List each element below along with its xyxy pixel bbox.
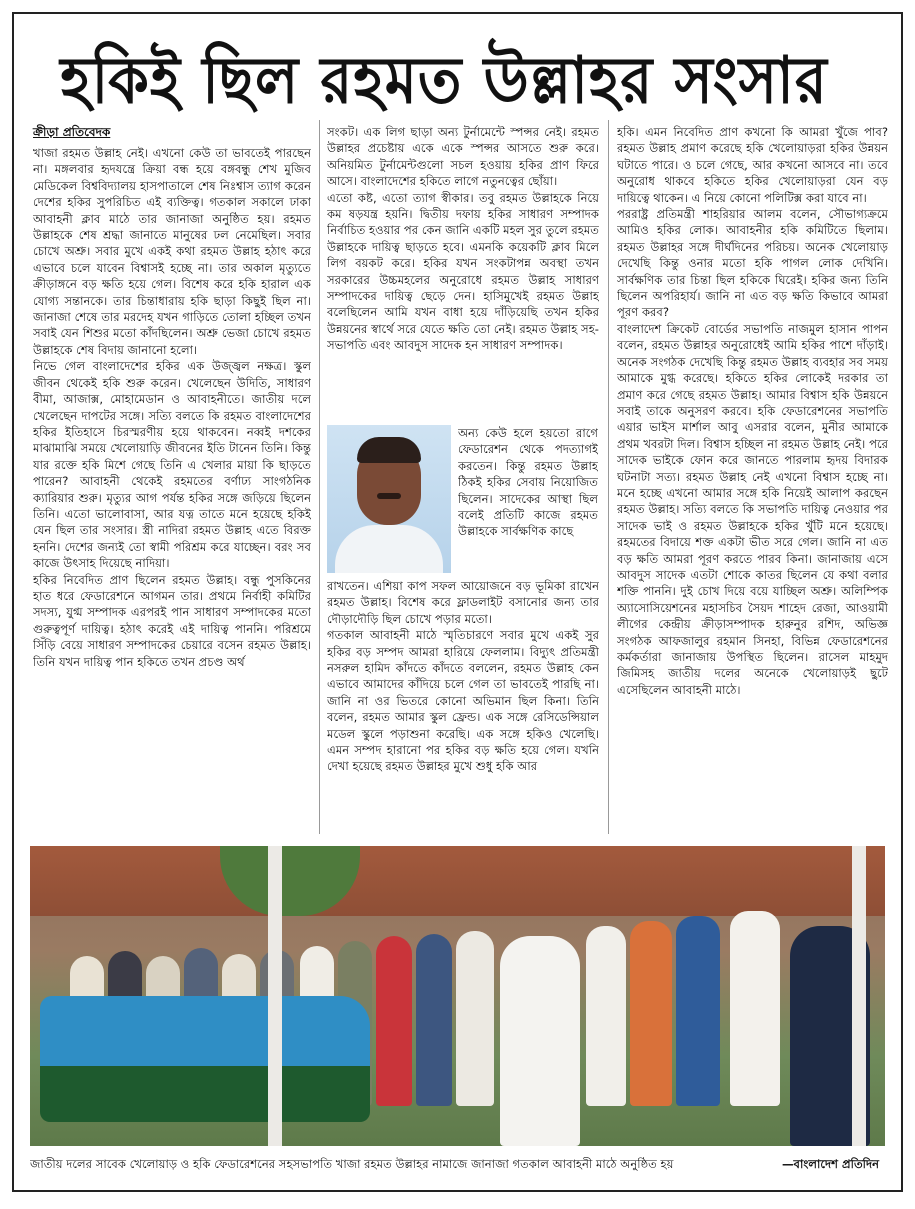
- photo-caption: [30, 1152, 885, 1176]
- mourner: [586, 926, 626, 1106]
- article-column-1: [33, 145, 311, 835]
- paragraph: নিভে গেল বাংলাদেশের হকির এক উজ্জ্বল নক্ষত্র। স্কুল জীবন থেকেই হকি শুরু করেন। খেলেছেন উদিতি, সাধারণ বীমা, আজাক্স, মোহামেডান ও আবাহনীতে। জাতীয় দলে খেলেছেন দাপটের সঙ্গে। সত্যি বলতে কি রহমত বাংলাদেশের হকির ইতিহাসে চিরস্মরণীয় হয়ে থাকবেন। নব্বই দশকের মাঝামাঝি সময়ে খেলোয়াড়ি জীবনের ইতি টানেন তিনি। কিন্তু যার রক্তে হকি মিশে গেছে তিনি এ খেলার মায়া কি ছাড়তে পারেন? আবাহনী থেকেই রহমতের বর্ণাঢ্য সাংগঠনিক ক্যারিয়ার শুরু। মৃত্যুর আগ পর্যন্ত হকির সঙ্গে জড়িয়ে ছিলেন তিনি। এতো ভালোবাসা, আর যত্ন তাতে মনে হয়েছে হকিই যেন ছিল তার সংসার। স্ত্রী নাদিরা রহমত উল্লাহ এতে বিরক্ত হননি। দেশের জন্যই তো স্বামী পরিশ্রম করে যাচ্ছেন। বরং সব কাজে উৎসাহ দিয়েছে নাদিয়া।: [33, 359, 311, 571]
- byline: ক্রীড়া প্রতিবেদক: [33, 125, 111, 139]
- headline: হকিই ছিল রহমত উল্লাহর সংসার: [60, 41, 828, 119]
- mourner: [456, 931, 494, 1106]
- paragraph: পররাষ্ট্র প্রতিমন্ত্রী শাহরিয়ার আলম বলেন, সৌভাগ্যক্রমে আমিও হকির লোক। আবাহনীর হকি কমিটিতে ছিলাম। রহমত উল্লাহর সঙ্গে দীর্ঘদিনের পরিচয়। অনেক খেলোয়াড় দেখেছি কিন্তু ওনার মতো হকি পাগল লোক দেখিনি। সার্বক্ষণিক তার চিন্তা ছিল হকিকে ঘিরেই। হকির জন্য তিনি ছিলেন অপরিহার্য। জানি না এত বড় ক্ষতি কিভাবে আমরা পূরণ করব?: [617, 207, 888, 320]
- portrait-moustache: [377, 493, 401, 499]
- paragraph: গতকাল আবাহনী মাঠে স্মৃতিচারণে সবার মুখে একই সুর হকির বড় সম্পদ আমরা হারিয়ে ফেললাম। বিদ্যুৎ প্রতিমন্ত্রী নসরুল হামিদ কাঁদতে কাঁদতে বললেন, রহমত উল্লাহ কেন এভাবে আমাদের কাঁদিয়ে চলে গেল তা ভাবতেই পারছি না। জানি না ওর ভিতরে কোনো অভিমান ছিল কিনা। তিনি বলেন, রহমত আমার স্কুল ফ্রেন্ড। এক সঙ্গে রেসিডেন্সিয়াল মডেল স্কুলে পড়াশুনা করেছি। এক সঙ্গে হকিও খেলেছি। এমন সম্পদ হারানো পর হকির বড় ক্ষতি হয়ে গেল। যখনি দেখা হয়েছে রহমত উল্লাহর মুখে শুধু হকি আর: [327, 628, 599, 774]
- mourner: [630, 921, 672, 1106]
- article-column-2-top: [327, 124, 599, 424]
- portrait-hair: [357, 437, 421, 463]
- mourner: [676, 916, 720, 1106]
- photo-wrap-text: অন্য কেউ হলে হয়তো রাগে ফেডারেশন থেকে পদত্যাগই করতেন। কিন্তু রহমত উল্লাহ ঠিকই হকির সেবায় নিয়োজিত ছিলেন। সাদেকের আস্থা ছিল বলেই প্রতিটি কাজে রহমত উল্লাহকে সার্বক্ষণিক কাছে: [458, 426, 598, 539]
- paragraph: বাংলাদেশ ক্রিকেট বোর্ডের সভাপতি নাজমুল হাসান পাপন বলেন, রহমত উল্লাহর অনুরোধেই আমি হকির পাশে দাঁড়াই। অনেক সংগঠক দেখেছি কিন্তু রহমত উল্লাহ ব্যবহার সব সময় আমাকে মুগ্ধ করেছে। হকিতে হকির লোকেই দরকার তা প্রমাণ করে গেছে রহমত উল্লাহ। আমার বিশ্বাস হকি উন্নয়নে সবাই তাকে অনুসরণ করবে। হকি ফেডারেশনের সভাপতি এয়ার ভাইস মার্শাল আবু এসরার বলেন, মুনীর আমাকে প্রথম খবরটা দিল। বিশ্বাস হচ্ছিল না রহমত উল্লাহ নেই। পরে সাদেক ভাইকে ফোন করে জানতে পারলাম হৃদয় বিদারক ঘটনাটা সত্য। রহমত উল্লাহ নেই এখনো বিশ্বাস হচ্ছে না। মনে হচ্ছে এখনো আমার সঙ্গে হকি নিয়েই আলাপ করছেন রহমত উল্লাহ। সত্যি বলতে কি সভাপতি দায়িত্ব নেওয়ার পর সাদেক ভাই ও রহমত উল্লাহকে হকির খুঁটি মনে হয়েছে। রহমতের বিদায়ে শক্ত একটা ভীত সরে গেল। জানি না এত বড় ক্ষতি আমরা পূরণ করতে পারব কিনা। জানাজায় এসে আবদুস সাদেক এতটা শোকে কাতর ছিলেন যে কথা বলার শক্তি পাননি। দুই চোখ দিয়ে বয়ে যাচ্ছিল অশ্রু। অলিম্পিক অ্যাসোসিয়েশনের মহাসচিব সৈয়দ শাহেদ রেজা, আওয়ামী লীগের কেন্দ্রীয় ক্রীড়াসম্পাদক হারুনুর রশিদ, অভিজ্ঞ সংগঠক আফজালুর রহমান সিনহা, বিভিন্ন ফেডারেশনের কর্মকর্তারা জানাজায় উপস্থিত ছিলেন। রাসেল মাহমুদ জিমিসহ জাতীয় দলের অনেকে খেলোয়াড়ই ছুটে এসেছিলেন আবাহনী মাঠে।: [617, 321, 888, 697]
- tent-pole: [268, 846, 282, 1146]
- caption-text: জাতীয় দলের সাবেক খেলোয়াড় ও হকি ফেডারেশনের সহসভাপতি খাজা রহমত উল্লাহর নামাজে জানাজা গতকাল আবাহনী মাঠে অনুষ্ঠিত হয়: [30, 1157, 674, 1171]
- article-column-3: [617, 124, 888, 835]
- imam: [500, 936, 580, 1146]
- mourner: [416, 934, 452, 1106]
- paragraph: রাখতেন। এশিয়া কাপ সফল আয়োজনে বড় ভূমিকা রাখেন রহমত উল্লাহ। বিশেষ করে ফ্লাডলাইট বসানোর জন্য তার দৌড়াদৌড়ি ছিল চোখে পড়ার মতো।: [327, 579, 599, 626]
- article-column-2-bottom: [327, 578, 599, 835]
- paragraph: হকির নিবেদিত প্রাণ ছিলেন রহমত উল্লাহ। বন্ধু পুসকিনের হাত ধরে ফেডারেশনে আগমন তার। প্রথমে নির্বাহী কমিটির সদস্য, যুগ্ম সম্পাদক এরপরই পান সাধারণ সম্পাদকের মতো গুরুত্বপূর্ণ দায়িত্ব। হঠাৎ করেই এই দায়িত্ব পাননি। পরিশ্রমে সিঁড়ি বেয়ে সাধারণ সম্পাদকের চেয়ারে বসেন রহমত উল্লাহ। তিনি যখন দায়িত্ব পান হকিতে তখন প্রচণ্ড অর্থ: [33, 572, 311, 669]
- funeral-photo: [30, 846, 885, 1146]
- coffin-cloth: [40, 1066, 370, 1122]
- paragraph: হকি। এমন নিবেদিত প্রাণ কখনো কি আমরা খুঁজে পাব? রহমত উল্লাহ প্রমাণ করেছে হকি খেলোয়াড়রা হকির উন্নয়ন ঘটাতে পারে। ও চলে গেছে, আর কখনো আসবে না। তবে অনুরোধ থাকবে হকিতে হকির খেলোয়াড়রা যেন বড় দায়িত্বে থাকেন। এ নিয়ে কোনো পলিটিক্স করা যাবে না।: [617, 125, 888, 205]
- mourner: [376, 936, 412, 1106]
- paragraph: খাজা রহমত উল্লাহ নেই। এখনো কেউ তা ভাবতেই পারছেন না। মঙ্গলবার হৃদযন্ত্রে ক্রিয়া বন্ধ হয়ে বঙ্গবন্ধু শেখ মুজিব মেডিকেল বিশ্ববিদ্যালয় হাসপাতালে শেষ নিঃশ্বাস ত্যাগ করেন দেশের হকির সুপরিচিত এই ব্যক্তিত্ব। গতকাল সকালে ঢাকা আবাহনী ক্লাব মাঠে তার জানাজা অনুষ্ঠিত হয়। রহমত উল্লাহকে শেষ শ্রদ্ধা জানাতে মানুষের ঢল নেমেছিল। সবার চোখে অশ্রু। সবার মুখে একই কথা রহমত উল্লাহ হঠাৎ করে এভাবে চলে যাবেন বিশ্বাসই হচ্ছে না। তার অকাল মৃত্যুতে ক্রীড়াঙ্গনে বড় ক্ষতি হয়ে গেল। বিশেষ করে হকি হারাল এক যোগ্য সন্তানকে। তার চিন্তাধারায় হকি ছাড়া কিছুই ছিল না। জানাজা শেষে তার মরদেহ যখন গাড়িতে তোলা হচ্ছিল তখন সবাই যেন শিশুর মতো কাঁদছিলেন। অশ্রু ভেজা চোখে রহমত উল্লাহকে শেষ বিদায় জানানো হলো।: [33, 146, 311, 357]
- paragraph: এতো কষ্ট, এতো ত্যাগ স্বীকার। তবু রহমত উল্লাহকে নিয়ে কম ষড়যন্ত্র হয়নি। দ্বিতীয় দফায় হকির সাধারণ সম্পাদক নির্বাচিত হওয়ার পর কেন জানি একটি মহল সুর তুলে রহমত উল্লাহকে দায়িত্ব ছাড়তে হবে। এমনকি কয়েকটি ক্লাব মিলে লিগ বয়কট করে। হকির যখন সংকটাপন্ন অবস্থা তখন সরকারের উচ্চমহলের অনুরোধে রহমত উল্লাহ সাধারণ সম্পাদকের দায়িত্ব ছেড়ে দেন। হাসিমুখেই রহমত উল্লাহ বলেছিলেন আমি যখন বাধা হয়ে দাঁড়িয়েছি তখন হকির উন্নয়নের স্বার্থে সরে যেতে ক্ষতি তো নেই। রহমত উল্লাহ সহ-সভাপতি এবং আবদুস সাদেক হন সাধারণ সম্পাদক।: [327, 190, 599, 353]
- photo-credit: —বাংলাদেশ প্রতিদিন: [781, 1157, 879, 1171]
- mourner: [730, 911, 780, 1106]
- column-divider: [608, 120, 609, 834]
- tent-pole: [852, 846, 866, 1146]
- portrait-photo: [327, 425, 451, 573]
- portrait-shirt: [335, 525, 443, 573]
- column-divider: [319, 120, 320, 834]
- paragraph: সংকট। এক লিগ ছাড়া অন্য টুর্নামেন্টে স্পন্সর নেই। রহমত উল্লাহর প্রচেষ্টায় একে একে স্পন্সর আসতে শুরু করে। অনিয়মিত টুর্নামেন্টগুলো সচল হওয়ায় হকির প্রাণ ফিরে আসে। বাংলাদেশের হকিতে লাগে নতুনত্বের ছোঁয়া।: [327, 125, 599, 189]
